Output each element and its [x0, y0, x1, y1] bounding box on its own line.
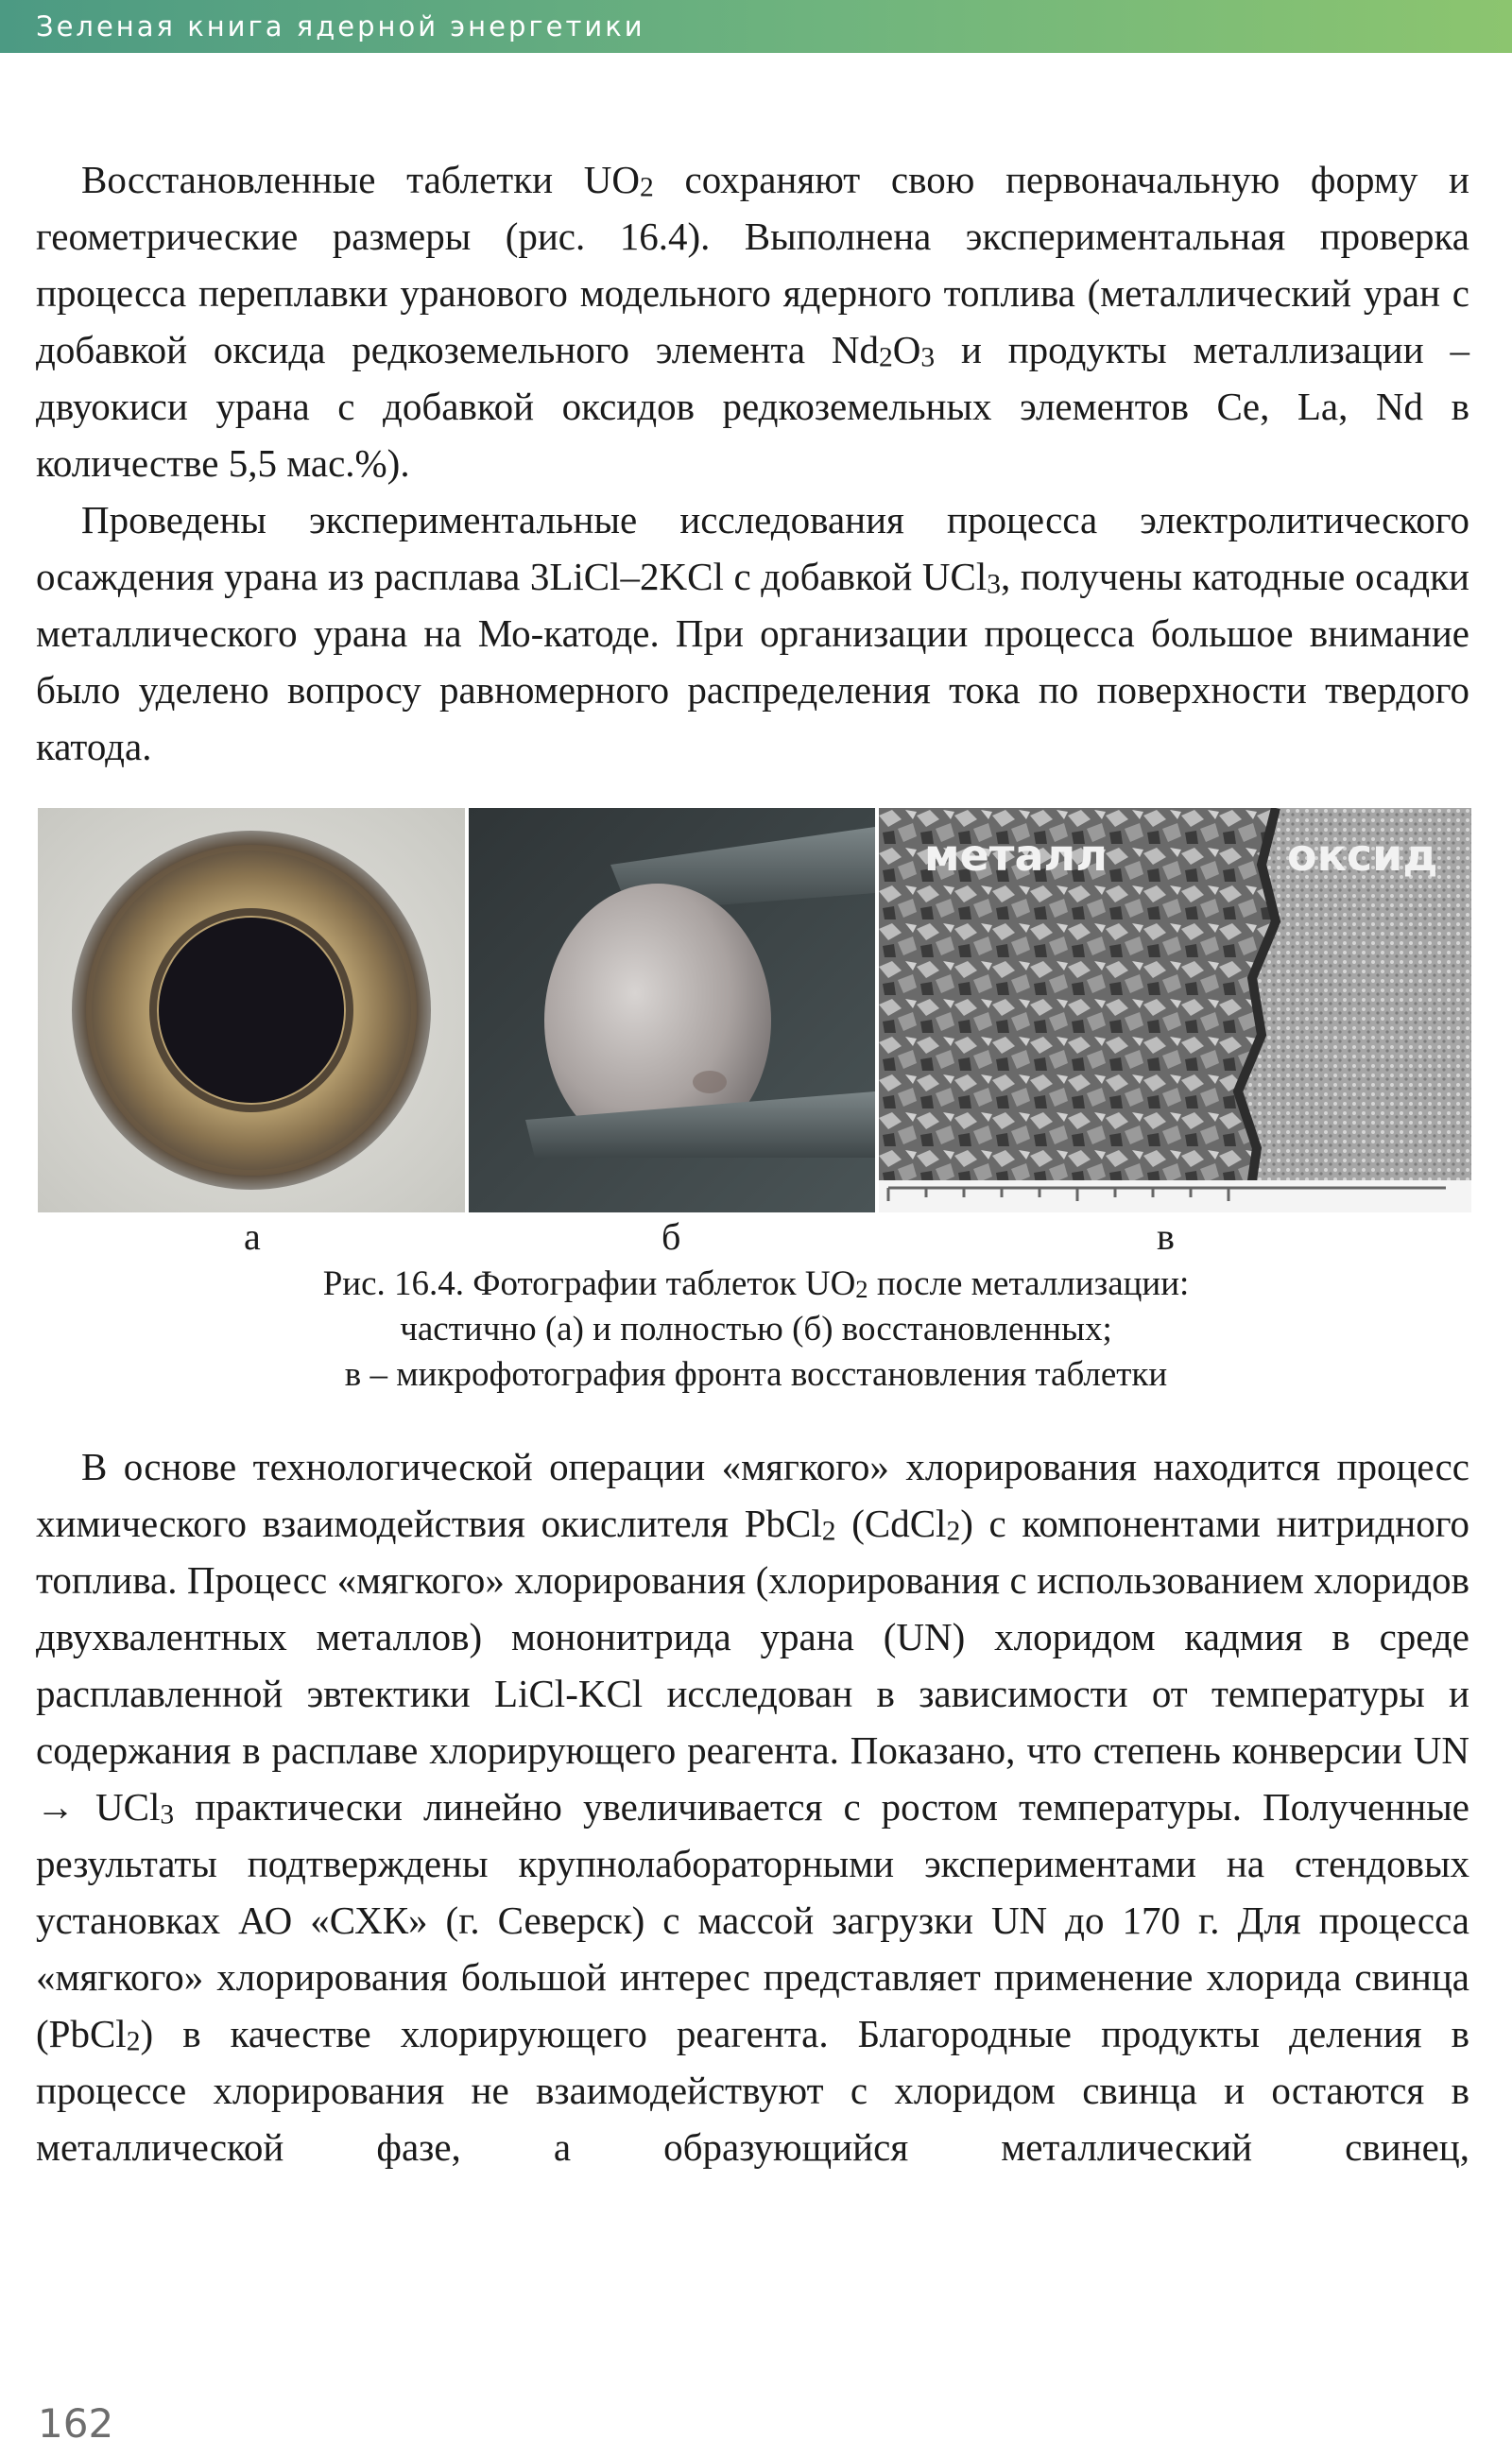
paragraph-2-subscript: 3 [987, 569, 1002, 600]
paragraph-3 [36, 1438, 1469, 2175]
paragraph-1-text: Восстановленные таблетки UO [81, 158, 641, 201]
figure-label-a: а [244, 1215, 261, 1258]
caption-line-2: частично (а) и полностью (б) восстановленных; [400, 1310, 1112, 1349]
caption-line-1 [0, 1262, 1512, 1307]
paragraph-3-text: ) в качестве хлорирующего реагента. Благородные продукты деления в процессе хлорирования не взаимодействуют с хлоридом свинца и остаются в металлической фазе, а образующийся металлический свинец, [36, 2012, 1469, 2169]
header-bar [0, 0, 1512, 53]
paragraph-3-subscript: 2 [126, 2026, 141, 2057]
caption-text: после металлизации: [868, 1264, 1190, 1303]
figure-label-c: в [1157, 1215, 1175, 1258]
caption-line-3: в – микрофотография фронта восстановления таблетки [344, 1355, 1168, 1394]
paragraph-3-text: В основе технологической операции «мягкого» хлорирования находится процесс химического взаимодействия окислителя PbCl [36, 1445, 1469, 1545]
paragraph-3-text: (CdCl [835, 1502, 947, 1545]
paragraph-2-text: , получены катодные осадки металлического урана на Мо-катоде. При организации процесса большое внимание было уделено вопросу равномерного распределения тока по поверхности твердого катода. [36, 555, 1470, 768]
figure-16-4 [38, 808, 1471, 1212]
paragraph-1-subscript: 2 [879, 342, 893, 373]
pellet-partial-photo [38, 808, 465, 1212]
sem-label-oxide: оксид [1287, 830, 1438, 881]
sem-label-metal: металл [924, 830, 1108, 881]
paragraph-3-text: практически линейно увеличивается с ростом температуры. Полученные результаты подтверждены крупнолабораторными экспериментами на стендовых установках АО «СХК» (г. Северск) с массой загрузки UN до 170 г. Для процесса «мягкого» хлорирования большой интерес представляет применение хлорида свинца (PbCl [36, 1785, 1469, 2055]
figure-caption [0, 1262, 1512, 1398]
page-number: 162 [38, 2400, 114, 2447]
caption-subscript: 2 [855, 1275, 868, 1304]
paragraph-3-subscript: 2 [946, 1516, 961, 1547]
paragraph-1-text: O [892, 328, 921, 371]
paragraph-1-subscript: 2 [640, 172, 654, 203]
reduction-front-micrograph [879, 808, 1471, 1212]
paragraph-2-text: Проведены экспериментальные исследования процесса электролитического осаждения урана из расплава 3LiCl–2KCl с добавкой UCl [36, 498, 1469, 598]
paragraph-3-subscript: 2 [821, 1516, 836, 1547]
paragraph-2 [36, 491, 1469, 775]
paragraph-1-text: и продукты металлизации – двуокиси урана с добавкой оксидов редкоземельных элементов Ce, La, Nd в количестве 5,5 мас.%). [36, 328, 1470, 485]
figure-label-b: б [662, 1215, 681, 1258]
paragraph-3-text: ) с компонентами нитридного топлива. Процесс «мягкого» хлорирования (хлорирования с использованием хлоридов двухвалентных металлов) мононитрида урана (UN) хлоридом кадмия в среде расплавленной эвтектики LiCl-KCl исследован в зависимости от температуры и содержания в расплаве хлорирующего реагента. Показано, что степень конверсии UN → UCl [36, 1502, 1469, 1829]
paragraph-1-subscript: 3 [920, 342, 936, 373]
caption-text: Рис. 16.4. Фотографии таблеток UO [322, 1264, 856, 1303]
paragraph-1 [36, 151, 1469, 491]
paragraph-1-text: сохраняют свою первоначальную форму и геометрические размеры (рис. 16.4). Выполнена экспериментальная проверка процесса переплавки уранового модельного ядерного топлива (металлический уран с добавкой оксида редкоземельного элемента Nd [36, 158, 1469, 371]
pellet-full-photo [469, 808, 875, 1212]
paragraph-3-subscript: 3 [160, 1799, 175, 1830]
header-title: Зеленая книга ядерной энергетики [36, 10, 645, 43]
